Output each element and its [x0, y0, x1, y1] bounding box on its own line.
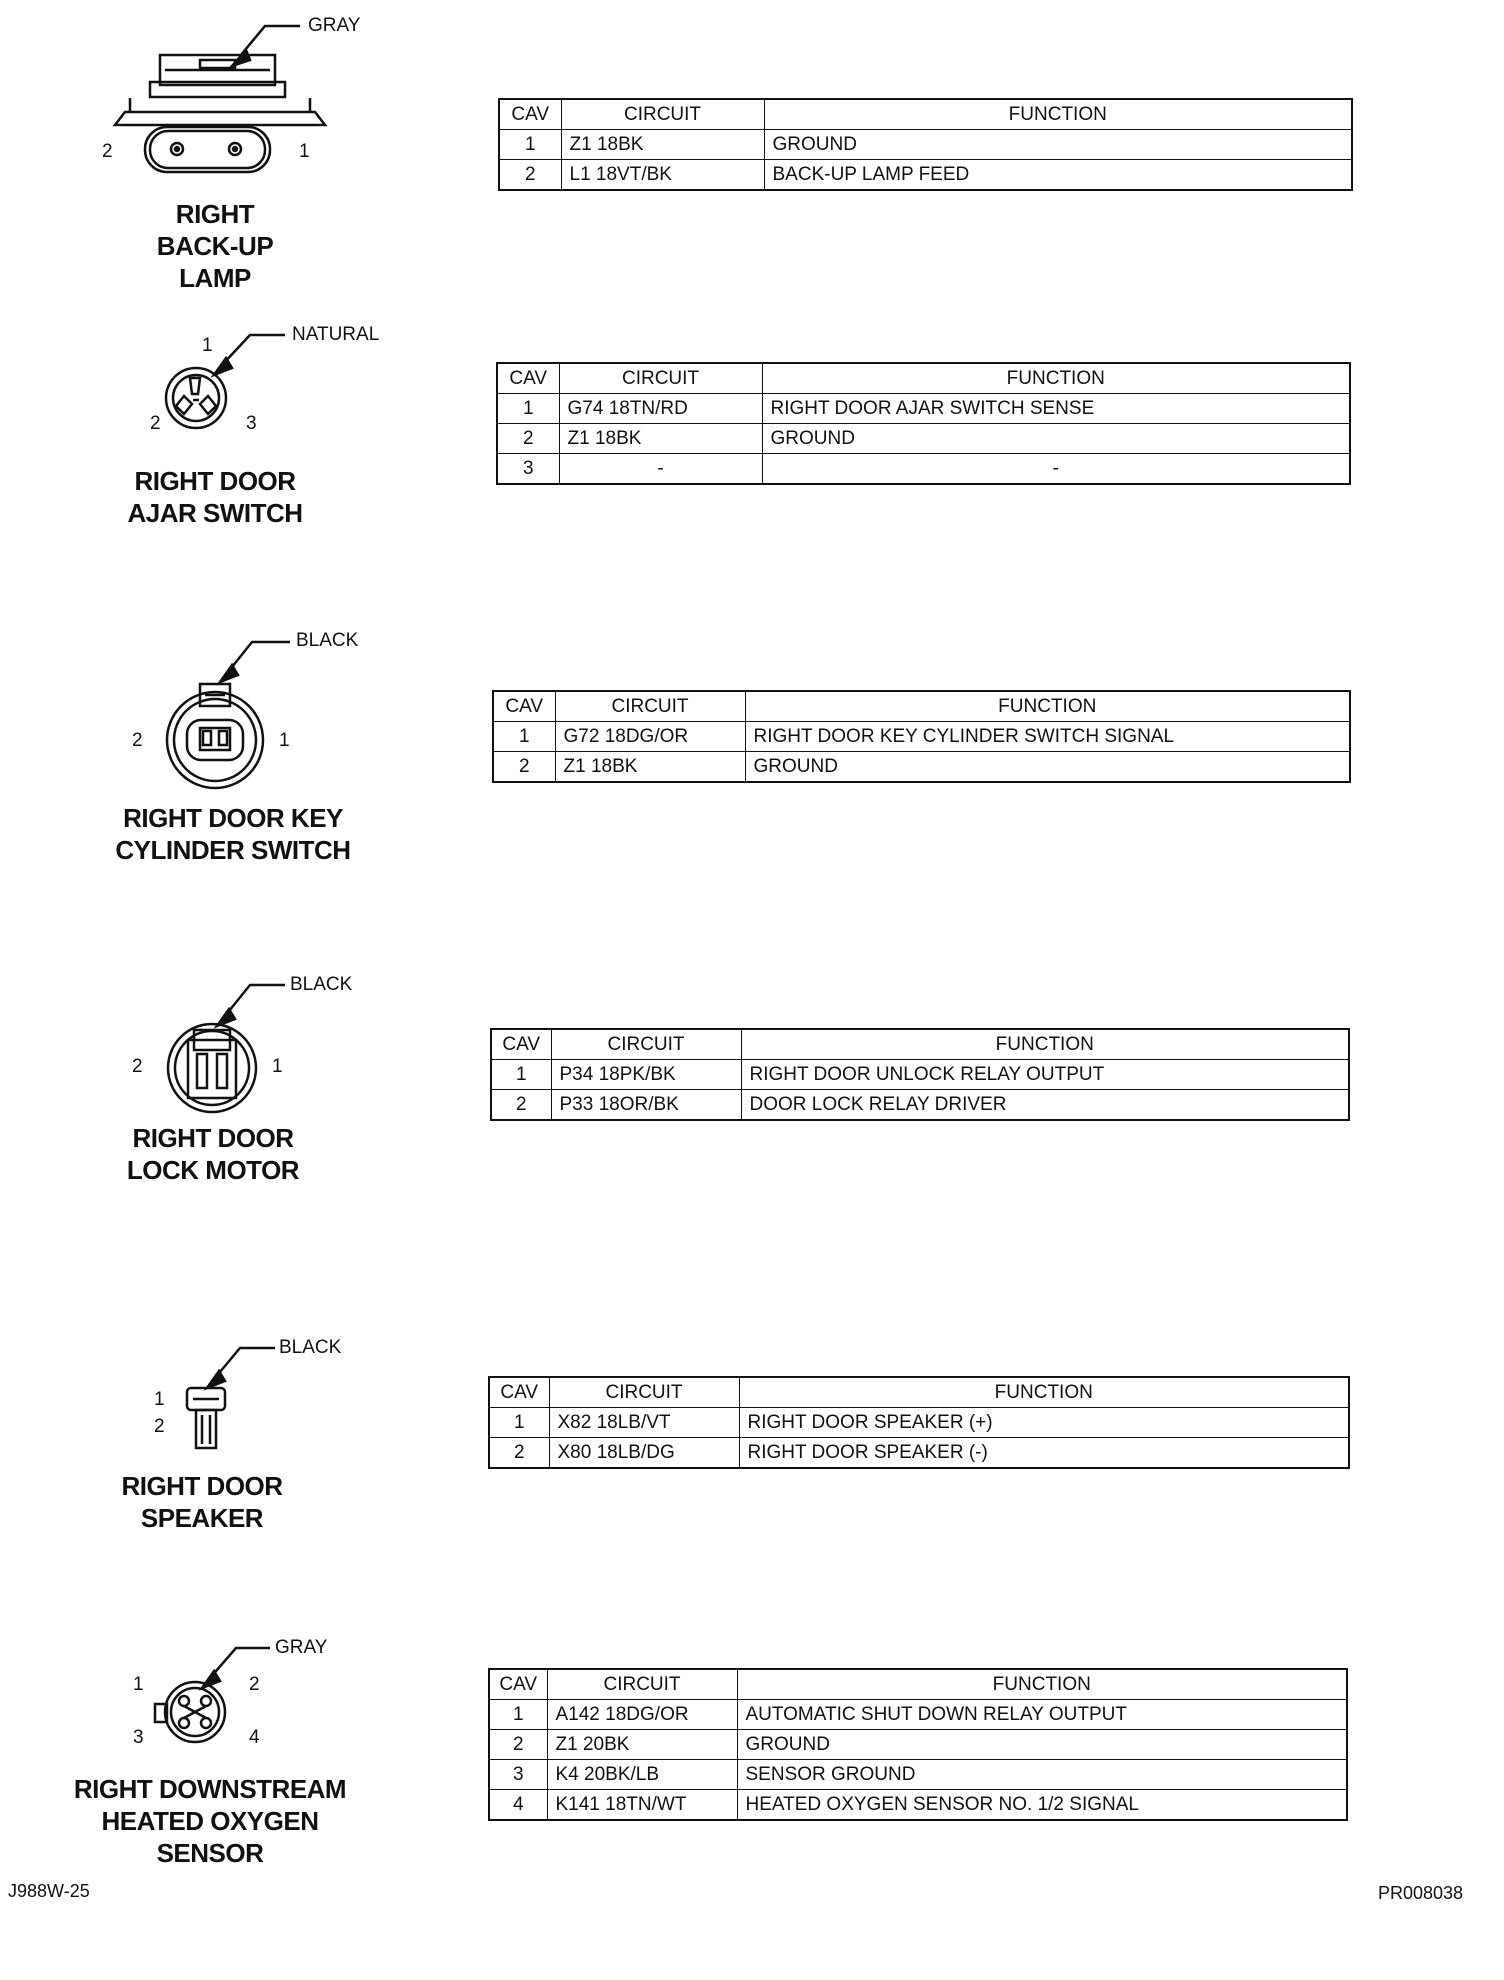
- connector-right-door-key-cylinder-switch: [0, 620, 1504, 900]
- table-row: 1 A142 18DG/OR AUTOMATIC SHUT DOWN RELAY OUTPUT: [489, 1700, 1347, 1730]
- wire-color-label: NATURAL: [292, 324, 380, 345]
- pin-label: 1: [133, 1674, 144, 1695]
- wire-color-label: BLACK: [296, 630, 359, 651]
- table-row: 3 - -: [497, 454, 1350, 485]
- table-row: 1 P34 18PK/BK RIGHT DOOR UNLOCK RELAY OUTPUT: [491, 1060, 1349, 1090]
- pin-label: 3: [246, 413, 257, 434]
- header-circuit: CIRCUIT: [549, 1377, 739, 1408]
- pin-label: 2: [154, 1416, 165, 1437]
- connector-right-door-speaker: [0, 1320, 1504, 1570]
- header-function: FUNCTION: [745, 691, 1350, 722]
- header-circuit: CIRCUIT: [561, 99, 764, 130]
- pin-label: 2: [132, 730, 143, 751]
- header-function: FUNCTION: [762, 363, 1350, 394]
- header-cav: CAV: [493, 691, 555, 722]
- table-row: 1 G72 18DG/OR RIGHT DOOR KEY CYLINDER SWITCH SIGNAL: [493, 722, 1350, 752]
- header-circuit: CIRCUIT: [559, 363, 762, 394]
- header-function: FUNCTION: [739, 1377, 1349, 1408]
- table-row: 1 Z1 18BK GROUND: [499, 130, 1352, 160]
- footer-figure-code: J988W-25: [8, 1881, 90, 1901]
- connector-title: RIGHT DOWNSTREAM HEATED OXYGEN SENSOR: [73, 1774, 347, 1868]
- wire-color-label: BLACK: [290, 974, 353, 995]
- pin-label: 1: [279, 730, 290, 751]
- cavity-table: [488, 1376, 1350, 1469]
- table-row: 2 P33 18OR/BK DOOR LOCK RELAY DRIVER: [491, 1090, 1349, 1121]
- pin-label: 1: [272, 1056, 283, 1077]
- table-row: 2 Z1 20BK GROUND: [489, 1730, 1347, 1760]
- pin-label: 3: [133, 1727, 144, 1748]
- table-row: 2 Z1 18BK GROUND: [497, 424, 1350, 454]
- header-circuit: CIRCUIT: [547, 1669, 737, 1700]
- header-cav: CAV: [497, 363, 559, 394]
- cavity-table: [492, 690, 1351, 783]
- header-cav: CAV: [489, 1377, 549, 1408]
- table-row: 2 X80 18LB/DG RIGHT DOOR SPEAKER (-): [489, 1438, 1349, 1469]
- connector-title: RIGHT BACK-UP LAMP: [156, 199, 274, 293]
- pin-label: 1: [202, 335, 213, 356]
- wire-color-label: GRAY: [308, 15, 361, 36]
- pin-label: 1: [154, 1389, 165, 1410]
- connector-right-downstream-heated-oxygen-sensor: [0, 1620, 1504, 1880]
- header-function: FUNCTION: [737, 1669, 1347, 1700]
- connector-title: RIGHT DOOR KEY CYLINDER SWITCH: [115, 803, 351, 865]
- table-row: 1 G74 18TN/RD RIGHT DOOR AJAR SWITCH SENSE: [497, 394, 1350, 424]
- pin-label: 2: [102, 141, 113, 162]
- footer-part-number: PR008038: [1378, 1883, 1464, 1903]
- header-circuit: CIRCUIT: [555, 691, 745, 722]
- connector-right-door-lock-motor: [0, 960, 1504, 1230]
- header-cav: CAV: [491, 1029, 551, 1060]
- pin-label: 4: [249, 1727, 260, 1748]
- table-row: 3 K4 20BK/LB SENSOR GROUND: [489, 1760, 1347, 1790]
- cavity-table: [498, 98, 1353, 191]
- wire-color-label: GRAY: [275, 1637, 328, 1658]
- connector-right-back-up-lamp: [0, 0, 1504, 300]
- header-function: FUNCTION: [741, 1029, 1349, 1060]
- table-row: 2 L1 18VT/BK BACK-UP LAMP FEED: [499, 160, 1352, 191]
- cavity-table: [488, 1668, 1348, 1821]
- table-row: 1 X82 18LB/VT RIGHT DOOR SPEAKER (+): [489, 1408, 1349, 1438]
- header-circuit: CIRCUIT: [551, 1029, 741, 1060]
- table-row: 4 K141 18TN/WT HEATED OXYGEN SENSOR NO. 1/2 SIGNAL: [489, 1790, 1347, 1821]
- pin-label: 2: [150, 413, 161, 434]
- wire-color-label: BLACK: [279, 1337, 342, 1358]
- header-cav: CAV: [489, 1669, 547, 1700]
- pin-label: 1: [299, 141, 310, 162]
- cavity-table: [496, 362, 1351, 485]
- pin-label: 2: [249, 1674, 260, 1695]
- connector-title: RIGHT DOOR LOCK MOTOR: [126, 1123, 300, 1185]
- header-function: FUNCTION: [764, 99, 1352, 130]
- connector-title: RIGHT DOOR AJAR SWITCH: [127, 466, 303, 528]
- table-row: 2 Z1 18BK GROUND: [493, 752, 1350, 783]
- pin-label: 2: [132, 1056, 143, 1077]
- connector-title: RIGHT DOOR SPEAKER: [121, 1471, 283, 1533]
- cavity-table: [490, 1028, 1350, 1121]
- header-cav: CAV: [499, 99, 561, 130]
- connector-right-door-ajar-switch: [0, 310, 1504, 560]
